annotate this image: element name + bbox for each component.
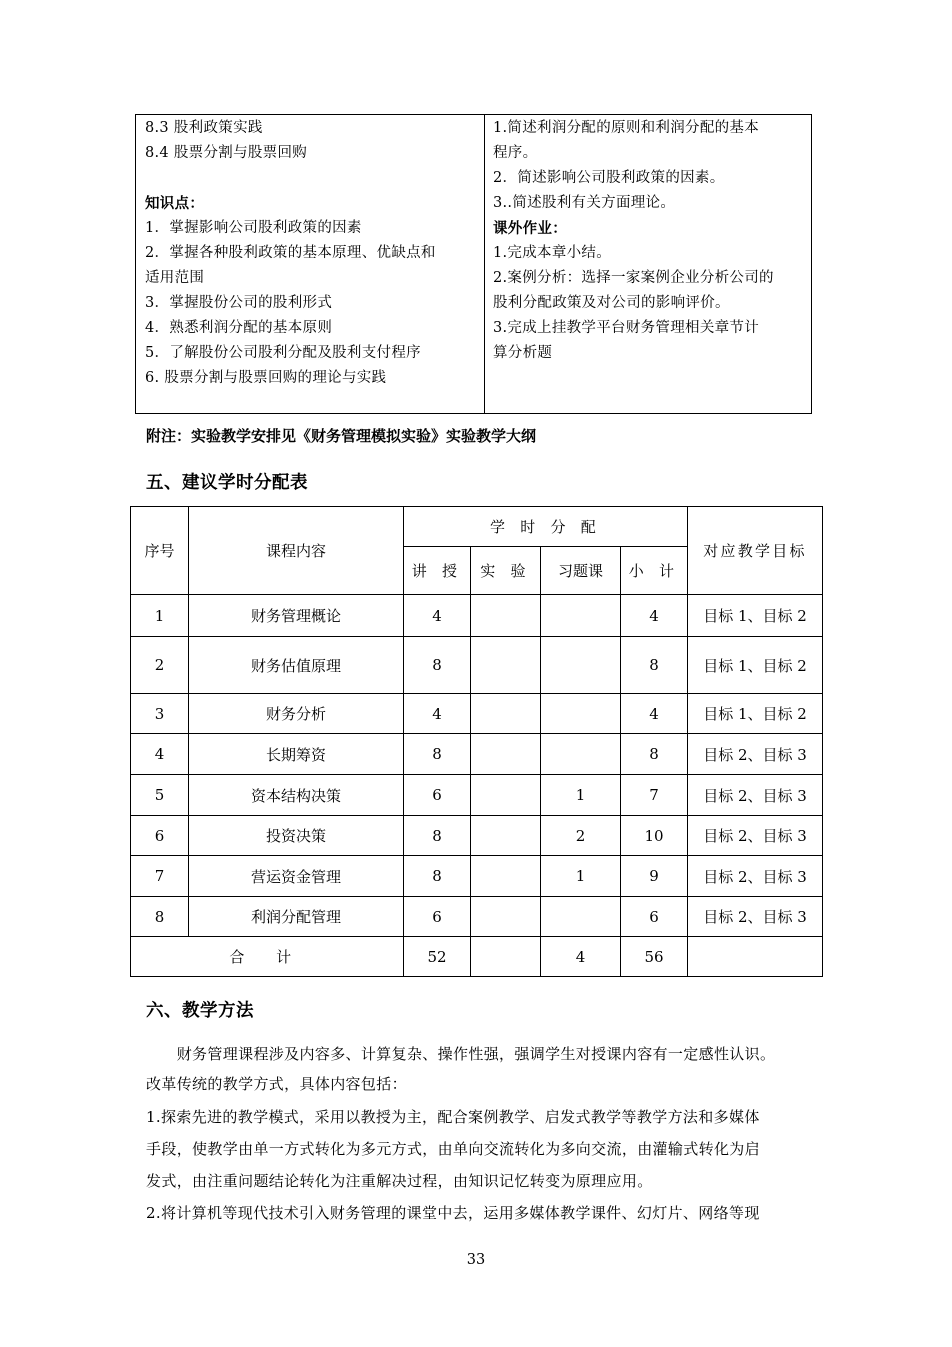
right-line: 1.简述利润分配的原则和利润分配的基本 <box>493 120 760 136</box>
cell-subtotal: 8 <box>621 637 688 694</box>
cell-experiment <box>471 856 541 897</box>
cell-objective: 目标 1、目标 2 <box>688 595 823 637</box>
total-row <box>131 937 823 977</box>
cell-experiment <box>471 637 541 694</box>
table-row <box>131 637 823 694</box>
cell-seq: 7 <box>131 856 189 897</box>
left-line: 3．掌握股份公司的股利形式 <box>145 295 333 311</box>
left-line: 8.3 股利政策实践 <box>145 120 263 136</box>
cell-seq: 6 <box>131 816 189 856</box>
section-5-heading: 五、建议学时分配表 <box>146 473 308 493</box>
cell-lecture: 8 <box>404 816 471 856</box>
cell-seq: 1 <box>131 595 189 637</box>
table-row <box>131 816 823 856</box>
right-line: 3.完成上挂教学平台财务管理相关章节计 <box>493 320 760 336</box>
cell-objective: 目标 1、目标 2 <box>688 637 823 694</box>
cell-content: 利润分配管理 <box>189 897 404 937</box>
cell-objective: 目标 2、目标 3 <box>688 775 823 816</box>
cell-content: 投资决策 <box>189 816 404 856</box>
cell-exercise <box>541 694 621 734</box>
section-6-heading: 六、教学方法 <box>146 1001 254 1021</box>
paragraph-line: 手段，使教学由单一方式转化为多元方式，由单向交流转化为多向交流，由灌输式转化为启 <box>146 1140 761 1158</box>
cell-experiment <box>471 897 541 937</box>
right-line: 3..简述股利有关方面理论。 <box>493 195 676 211</box>
header-allocation: 学 时 分 配 <box>404 507 688 547</box>
header-exercise: 习题课 <box>541 547 621 595</box>
cell-subtotal: 6 <box>621 897 688 937</box>
header-objective: 对应教学目标 <box>688 507 823 595</box>
paragraph-line: 2.将计算机等现代技术引入财务管理的课堂中去，运用多媒体教学课件、幻灯片、网络等现 <box>146 1204 760 1222</box>
cell-content: 资本结构决策 <box>189 775 404 816</box>
header-content: 课程内容 <box>189 507 404 595</box>
cell-exercise: 2 <box>541 816 621 856</box>
cell-exercise <box>541 595 621 637</box>
cell-content: 营运资金管理 <box>189 856 404 897</box>
cell-exercise: 1 <box>541 856 621 897</box>
cell-objective: 目标 2、目标 3 <box>688 856 823 897</box>
page-number: 33 <box>466 1252 486 1268</box>
cell-seq: 8 <box>131 897 189 937</box>
paragraph-line: 发式，由注重问题结论转化为注重解决过程，由知识记忆转变为原理应用。 <box>146 1172 653 1190</box>
left-line: 4．熟悉利润分配的基本原则 <box>145 320 333 336</box>
cell-objective: 目标 2、目标 3 <box>688 897 823 937</box>
cell-experiment <box>471 595 541 637</box>
cell-lecture: 8 <box>404 637 471 694</box>
cell-content: 长期筹资 <box>189 734 404 775</box>
hours-allocation-table <box>130 506 823 977</box>
cell-subtotal: 4 <box>621 595 688 637</box>
cell-subtotal: 7 <box>621 775 688 816</box>
cell-objective: 目标 1、目标 2 <box>688 694 823 734</box>
total-label: 合 计 <box>131 937 404 977</box>
cell-subtotal: 10 <box>621 816 688 856</box>
cell-objective: 目标 2、目标 3 <box>688 816 823 856</box>
cell-experiment <box>471 694 541 734</box>
cell-exercise <box>541 897 621 937</box>
table-row <box>131 595 823 637</box>
right-line: 2．简述影响公司股利政策的因素。 <box>493 170 725 186</box>
right-line: 算分析题 <box>493 345 553 361</box>
table-row <box>131 856 823 897</box>
table-row <box>131 694 823 734</box>
total-objective <box>688 937 823 977</box>
homework-heading: 课外作业： <box>493 220 567 237</box>
left-line: 6. 股票分割与股票回购的理论与实践 <box>145 370 387 386</box>
cell-exercise <box>541 734 621 775</box>
cell-experiment <box>471 775 541 816</box>
cell-experiment <box>471 816 541 856</box>
left-line: 5．了解股份公司股利分配及股利支付程序 <box>145 345 421 361</box>
header-seq: 序号 <box>131 507 189 595</box>
paragraph-line: 财务管理课程涉及内容多、计算复杂、操作性强，强调学生对授课内容有一定感性认识。 <box>146 1045 776 1063</box>
cell-seq: 5 <box>131 775 189 816</box>
cell-lecture: 6 <box>404 897 471 937</box>
table-row <box>131 775 823 816</box>
header-lecture: 讲 授 <box>404 547 471 595</box>
table-row <box>131 734 823 775</box>
cell-experiment <box>471 734 541 775</box>
cell-lecture: 4 <box>404 595 471 637</box>
cell-seq: 4 <box>131 734 189 775</box>
cell-lecture: 8 <box>404 856 471 897</box>
cell-content: 财务估值原理 <box>189 637 404 694</box>
cell-subtotal: 4 <box>621 694 688 734</box>
cell-lecture: 4 <box>404 694 471 734</box>
chapter-detail-box <box>135 114 812 414</box>
total-exercise: 4 <box>541 937 621 977</box>
total-lecture: 52 <box>404 937 471 977</box>
header-subtotal: 小 计 <box>621 547 688 595</box>
right-line: 股利分配政策及对公司的影响评价。 <box>493 295 730 311</box>
cell-lecture: 8 <box>404 734 471 775</box>
cell-subtotal: 8 <box>621 734 688 775</box>
cell-objective: 目标 2、目标 3 <box>688 734 823 775</box>
right-line: 2.案例分析：选择一家案例企业分析公司的 <box>493 270 774 286</box>
left-line: 1．掌握影响公司股利政策的因素 <box>145 220 362 236</box>
cell-subtotal: 9 <box>621 856 688 897</box>
cell-exercise: 1 <box>541 775 621 816</box>
paragraph-line: 改革传统的教学方式，具体内容包括： <box>146 1075 407 1093</box>
total-experiment <box>471 937 541 977</box>
paragraph-line: 1.探索先进的教学模式，采用以教授为主，配合案例教学、启发式教学等教学方法和多媒体 <box>146 1108 760 1126</box>
table-row <box>131 897 823 937</box>
left-line: 2．掌握各种股利政策的基本原理、优缺点和 <box>145 245 436 261</box>
cell-content: 财务管理概论 <box>189 595 404 637</box>
cell-seq: 3 <box>131 694 189 734</box>
column-divider <box>484 115 485 413</box>
total-subtotal: 56 <box>621 937 688 977</box>
right-line: 1.完成本章小结。 <box>493 245 612 261</box>
lab-note: 附注：实验教学安排见《财务管理模拟实验》实验教学大纲 <box>146 427 537 445</box>
right-line: 程序。 <box>493 145 538 161</box>
left-line: 8.4 股票分割与股票回购 <box>145 145 308 161</box>
cell-lecture: 6 <box>404 775 471 816</box>
cell-seq: 2 <box>131 637 189 694</box>
header-experiment: 实 验 <box>471 547 541 595</box>
knowledge-points-heading: 知识点： <box>145 195 205 212</box>
cell-content: 财务分析 <box>189 694 404 734</box>
cell-exercise <box>541 637 621 694</box>
left-line: 适用范围 <box>145 270 205 286</box>
